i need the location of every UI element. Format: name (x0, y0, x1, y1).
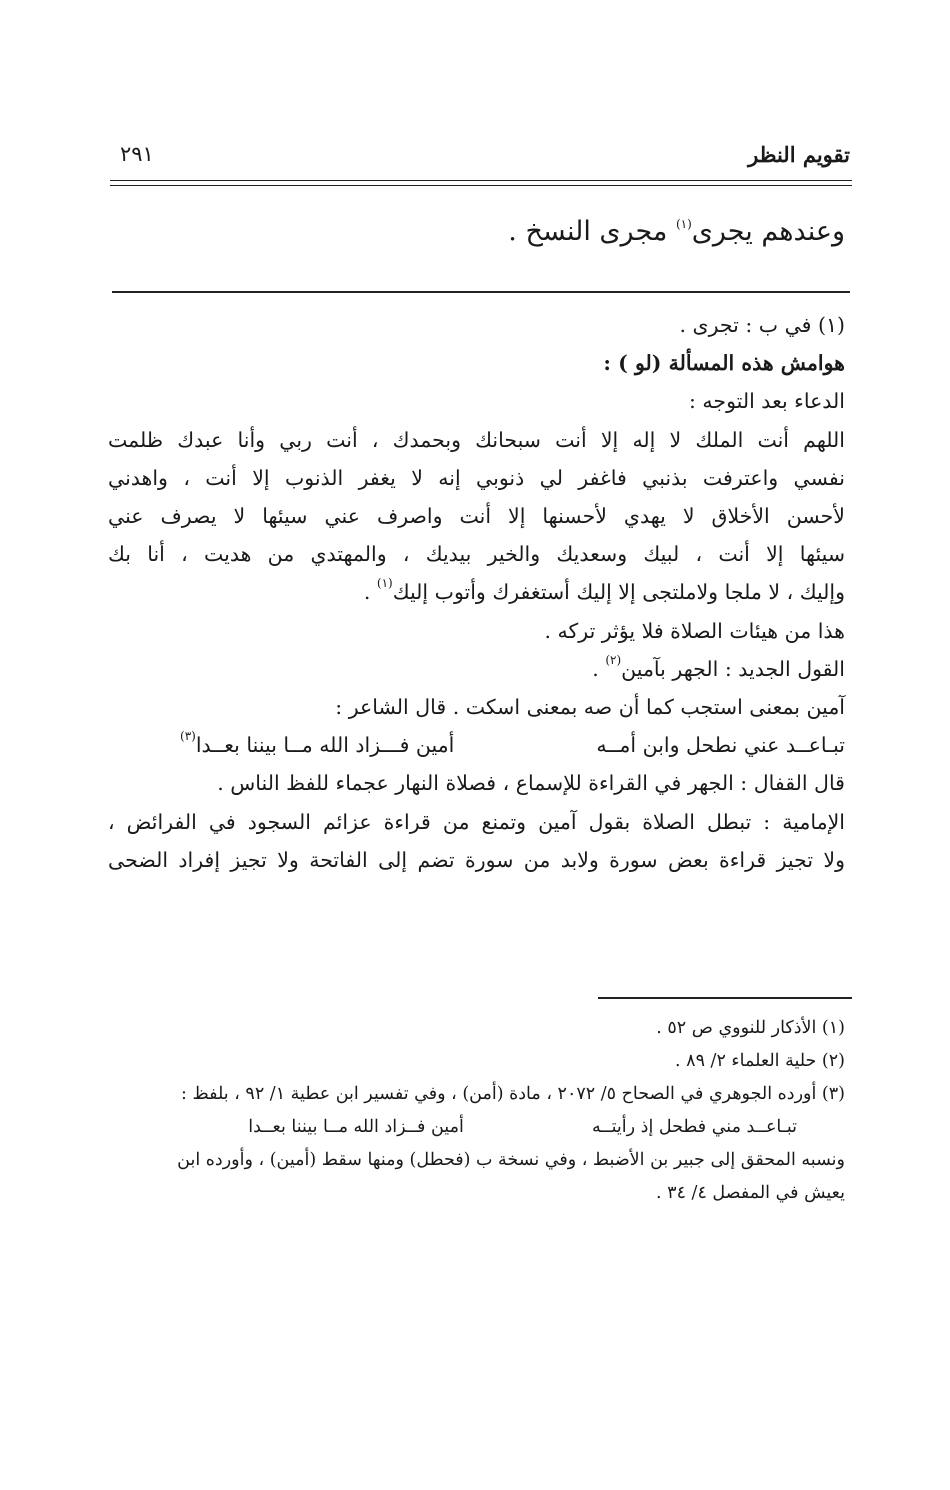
running-header (110, 138, 850, 178)
qawl-line (108, 650, 845, 688)
footnote-ref: (١) (376, 576, 393, 591)
dua-title: الدعاء بعد التوجه : (688, 389, 845, 414)
poem-verse (108, 726, 845, 764)
footnote-ref: (٣) (180, 729, 196, 744)
main-text-part: وعندهم يجرى (691, 216, 845, 247)
main-rule (112, 291, 850, 293)
dua-line: نفسي واعترفت بذنبي فاغفر لي ذنوبي إنه لا يغفر الذنوب إلا أنت ، واهدني (108, 465, 845, 490)
dua-line: اللهم أنت الملك لا إله إلا أنت سبحانك وبحمدك ، أنت ربي وأنا عبدك ظلمت (108, 427, 845, 452)
footnote-1: (١) الأذكار للنووي ص ٥٢ . (656, 1018, 845, 1038)
dua-line: سيئها إلا أنت ، لبيك وسعديك والخير بيديك ، والمهتدي من هديت ، أنا بك (108, 542, 845, 567)
header-rule (110, 180, 852, 181)
main-text-part: مجرى النسخ . (508, 216, 676, 247)
footnote-3: (٣) أورده الجوهري في الصحاح ٥/ ٢٠٧٢ ، مادة (أمن) ، وفي تفسير ابن عطية ١/ ٩٢ ، بلفظ : (181, 1084, 845, 1104)
footnotes-section (120, 1012, 845, 1210)
header-rule-double (110, 185, 852, 186)
qawl-text: . (592, 656, 606, 681)
footnote-rule (598, 997, 852, 999)
footnote-3-continuation: يعيش في المفصل ٤/ ٣٤ . (656, 1183, 845, 1203)
footnote-2: (٢) حلية العلماء ٢/ ٨٩ . (675, 1051, 845, 1071)
footnote-verse-second: أمين فــزاد الله مــا بيننا بعــدا (248, 1117, 464, 1137)
footnote-verse-first: تبـاعــد مني فطحل إذ رأيتــه (591, 1117, 797, 1137)
hayat-line: هذا من هيئات الصلاة فلا يؤثر تركه . (544, 618, 845, 643)
page-number: ٢٩١ (120, 142, 154, 166)
imamiyya-line: ولا تجيز قراءة بعض سورة ولابد من سورة تضم إلى الفاتحة ولا تجيز إفراد الضحى (108, 847, 845, 872)
amin-line: آمين بمعنى استجب كما أن صه بمعنى اسكت . قال الشاعر : (335, 695, 845, 720)
verse-second-hemistich: أمين فـــزاد الله مــا بيننا بعــدا (195, 733, 455, 758)
qawl-text: القول الجديد : الجهر بآمين (621, 656, 845, 681)
main-text (120, 210, 845, 254)
dua-text: وإليك ، لا ملجا ولاملتجى إلا إليك أستغفرك وأتوب إليك (392, 580, 845, 605)
footnote-ref: (٢) (605, 652, 622, 667)
note-1: (١) في ب : تجرى . (679, 313, 845, 337)
dua-text: . (363, 580, 377, 605)
verse-first-hemistich: تبـاعــد عني نطحل وابن أمــه (596, 733, 845, 758)
verse-second-hemistich-wrap (108, 726, 454, 764)
dua-last-line (108, 573, 845, 611)
footnote-ref: (١) (675, 217, 692, 231)
footnote-verse (120, 1111, 845, 1144)
footnote-3-continuation: ونسبه المحقق إلى جبير بن الأضبط ، وفي نسخة ب (فحطل) ومنها سقط (أمين) ، وأورده ابن (177, 1150, 845, 1170)
imamiyya-line: الإمامية : تبطل الصلاة بقول آمين وتمنع من قراءة عزائم السجود في الفرائض ، (108, 809, 845, 834)
dua-line: لأحسن الأخلاق لا يهدي لأحسنها إلا أنت واصرف عني سيئها لا يصرف عني (108, 504, 845, 529)
notes-section (108, 306, 845, 879)
running-title: تقويم النظر (748, 142, 850, 167)
notes-heading: هوامش هذه المسألة (لو ) : (603, 351, 845, 376)
qaffal-line: قال القفال : الجهر في القراءة للإسماع ، فصلاة النهار عجماء للفظ الناس . (217, 771, 845, 796)
